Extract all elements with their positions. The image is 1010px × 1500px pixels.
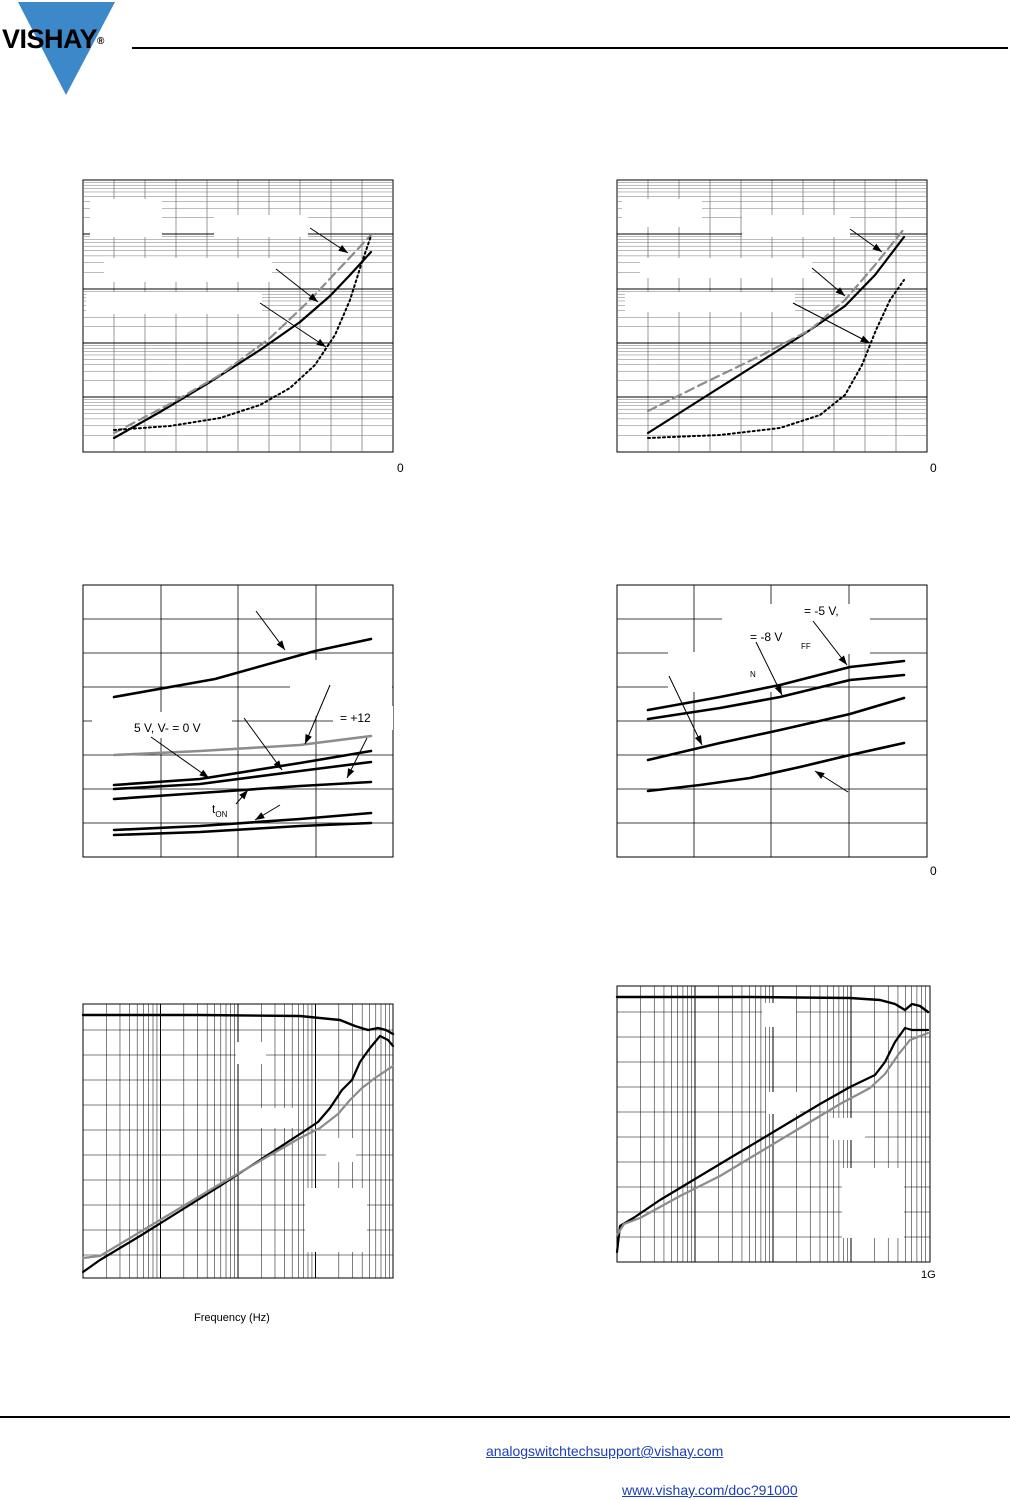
chart4-annotation-minus8: = -8 V — [750, 630, 783, 644]
chart2-series-dashed — [648, 229, 904, 411]
chart3-annotation-supply: 5 V, V- = 0 V — [134, 721, 201, 735]
chart5-label-box-2 — [260, 1108, 294, 1128]
support-email-link[interactable]: analogswitchtechsupport@vishay.com — [486, 1443, 724, 1459]
chart4-annotation-minus5: = -5 V, — [804, 604, 839, 618]
chart3-arrow-3-shaft — [244, 718, 282, 770]
chart2-label-box-2 — [742, 215, 850, 237]
document-url-link[interactable]: www.vishay.com/doc?91000 — [622, 1482, 798, 1498]
chart3-arrow-4-shaft — [151, 737, 209, 778]
chart4-arrow-4-head — [815, 771, 825, 779]
chart3-annotation-ton — [212, 802, 228, 819]
chart5-x-axis-label: Frequency (Hz) — [194, 1312, 270, 1324]
chart6-label-box-2 — [766, 1092, 800, 1114]
chart2-label-box-4 — [625, 292, 795, 312]
chart2-label-box-1 — [622, 199, 702, 227]
chart2-arrow-3-shaft — [793, 303, 870, 343]
chart1-x-end-label: 0 — [397, 461, 404, 475]
chart1-label-box-1 — [90, 199, 162, 237]
chart5-label-box-4 — [305, 1188, 367, 1252]
chart4-arrow-1-head — [839, 655, 847, 665]
chart3-ton-sub: ON — [215, 810, 228, 819]
chart4-arrow-3-head — [695, 735, 702, 745]
registered-mark: ® — [97, 36, 104, 47]
chart1-label-box-4 — [86, 292, 262, 314]
chart6-label-box-3 — [829, 1118, 865, 1140]
chart3-arrow-1-head — [277, 640, 285, 650]
brand-name: VISHAY — [2, 24, 98, 54]
chart2-label-box-3 — [640, 258, 812, 278]
chart5-label-box-3 — [326, 1138, 356, 1162]
chart4-x-end-label: 0 — [930, 864, 937, 878]
chart3-arrow-6-head — [255, 812, 265, 820]
chart3-series-6 — [114, 813, 371, 830]
chart6-label-box-1 — [762, 1003, 796, 1027]
chart3-ton-main: t — [212, 802, 216, 816]
chart1-arrow-3-shaft — [260, 303, 326, 347]
chart5-label-box-1 — [236, 1042, 266, 1064]
chart4-annotation-ff-sub: FF — [801, 642, 811, 651]
chart3-series-2 — [114, 736, 371, 755]
chart3-arrow-4-head — [199, 770, 209, 778]
chart2-x-end-label: 0 — [930, 461, 937, 475]
chart4-label-box-1 — [722, 604, 870, 654]
footer-rule — [0, 1416, 1010, 1418]
chart1-label-box-3 — [104, 258, 272, 282]
chart4-annotation-n-sub: N — [750, 670, 756, 679]
chart6-label-box-4 — [842, 1168, 904, 1238]
chart6-x-end-label: 1G — [921, 1269, 936, 1281]
chart3-arrow-7-head — [347, 768, 354, 778]
chart3-annotation-plus12: = +12 — [340, 711, 371, 725]
chart4-label-box-2 — [668, 652, 778, 692]
chart1-label-box-2 — [214, 215, 308, 237]
